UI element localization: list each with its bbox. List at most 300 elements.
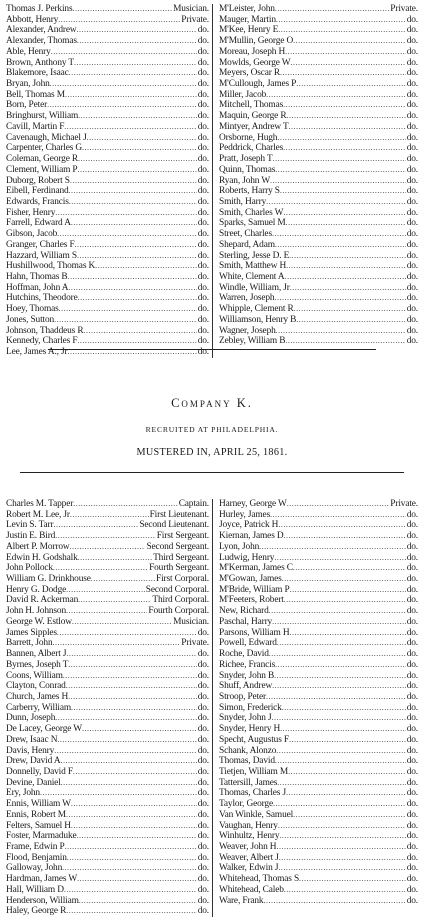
soldier-name: Whitehead, Thomas S [219,874,300,885]
soldier-rank: do. [197,649,209,660]
roster-entry [219,595,418,606]
dot-leader [53,563,148,574]
roster-entry [6,831,209,842]
roster-entry [219,767,418,778]
soldier-rank: do. [406,681,418,692]
soldier-name: M'Mullin, George O [219,36,294,47]
soldier-name: Edwards, Francis [6,196,69,207]
roster-entry [219,585,418,596]
soldier-name: Mauger, Martin [219,14,276,25]
dot-leader [72,617,172,628]
dot-leader [40,788,197,799]
soldier-name: Roberts, Harry S [219,186,280,197]
dot-leader [280,724,406,735]
dot-leader [290,283,406,294]
soldier-rank: do. [406,649,418,660]
soldier-name: Paschal, Harry [219,616,273,627]
roster-entry [6,122,209,133]
soldier-name: Smith, Matthew H [219,261,287,272]
soldier-name: Drew, David A [6,756,61,767]
roster-entry [6,542,209,553]
roster-entry [6,186,209,197]
soldier-name: Weaver, Albert J [219,852,279,863]
roster-entry [219,90,418,101]
dot-leader [47,100,197,111]
dot-leader [289,628,405,639]
dot-leader [91,574,155,585]
dot-leader [278,863,405,874]
soldier-rank: do. [197,175,209,186]
roster-entry [219,746,418,757]
roster-entry [6,251,209,262]
soldier-rank: do. [406,282,418,293]
soldier-name: Winhultz, Henry [219,831,280,842]
roster-entry [219,810,418,821]
soldier-rank: do. [406,691,418,702]
soldier-rank: do. [197,68,209,79]
soldier-rank: do. [197,325,209,336]
soldier-name: Snyder, John J [219,713,272,724]
soldier-name: Ennis, Robert M [6,809,66,820]
soldier-rank: do. [406,574,418,585]
soldier-name: Edwin H. Godshalk [6,552,78,563]
roster-entry [6,510,209,521]
soldier-rank: do. [197,788,209,799]
roster-entry [219,853,418,864]
soldier-name: Levin S. Tarr [6,520,54,531]
soldier-rank: do. [406,638,418,649]
soldier-name: Brown, Anthony T [6,57,75,68]
soldier-rank: do. [406,261,418,272]
roster-entry [219,735,418,746]
soldier-name: Hoffman, John A [6,282,69,293]
soldier-name: Snyder, Henry H [219,724,281,735]
soldier-name: Harney, George W [219,499,287,509]
dot-leader [287,499,390,510]
soldier-name: Ennis, William W [6,799,71,810]
soldier-name: John Pollock [6,563,53,574]
dot-leader [73,499,178,510]
roster-entry [6,660,209,671]
soldier-rank: do. [406,842,418,852]
roster-entry [6,272,209,283]
dot-leader [275,165,406,176]
dot-leader [277,133,405,144]
soldier-name: Frame, Edwin P [6,842,65,852]
roster-entry [6,4,209,15]
soldier-rank: do. [197,691,209,702]
roster-entry [6,724,209,735]
recruited-line: RECRUITED AT PHILADELPHIA. [145,425,279,434]
roster-entry [219,553,418,564]
dot-leader [282,574,406,585]
soldier-name: Thomas J. Perkins [6,4,73,14]
roster-entry [219,58,418,69]
dot-leader [272,229,406,240]
soldier-rank: do. [406,154,418,165]
dot-leader [276,746,405,757]
soldier-name: Meyers, Oscar R [219,68,281,79]
roster-entry [219,251,418,262]
soldier-name: Carpenter, Charles G [6,143,83,154]
soldier-name: Henry G. Dodge [6,584,67,595]
dot-leader [275,756,406,767]
roster-entry [219,638,418,649]
roster-upper-left-column [6,4,212,358]
dot-leader [278,25,406,36]
roster-entry [6,315,209,326]
dot-leader [87,133,197,144]
soldier-name: De Lacey, George W [6,724,82,735]
roster-entry [6,79,209,90]
soldier-name: Mowlds, George W [219,57,291,68]
roster-entry [6,58,209,69]
dot-leader [78,165,197,176]
roster-entry [6,176,209,187]
soldier-rank: do. [197,756,209,767]
soldier-name: Lyon, John [219,541,260,552]
roster-company-k-right-column [212,499,418,917]
company-heading: Company K. [171,396,253,410]
soldier-rank: do. [197,46,209,57]
roster-entry [6,735,209,746]
soldier-name: Foster, Marmaduke [6,831,77,842]
soldier-name: Mintyer, Andrew T [219,121,289,132]
roster-entry [6,595,209,606]
soldier-rank: do. [406,68,418,79]
roster-entry [6,143,209,154]
soldier-rank: do. [406,777,418,788]
soldier-rank: do. [197,347,209,357]
soldier-name: Blakemore, Isaac [6,68,69,79]
roster-entry [219,315,418,326]
soldier-rank: Second Corporal. [145,584,209,595]
soldier-name: Taylor, George [219,799,273,810]
soldier-name: Barrett, John [6,638,53,649]
soldier-name: M'Kerman, James C [219,563,293,574]
soldier-name: Peddrick, Charles [219,143,284,154]
roster-entry [6,25,209,36]
roster-entry [219,304,418,315]
roster-entry [6,746,209,757]
dot-leader [78,154,197,165]
roster-entry [219,4,418,15]
soldier-name: Orsborne, Hugh [219,132,278,143]
soldier-name: Haley, George R [6,906,67,917]
soldier-name: Hazzard, William S [6,250,77,261]
roster-company-k [6,499,418,917]
dot-leader [69,197,197,208]
soldier-name: Shuff, Andrew [219,681,273,692]
dot-leader [78,111,197,122]
soldier-name: Able, Henry [6,46,51,57]
soldier-name: Smith, Harry [219,196,267,207]
soldier-name: Hahn, Thomas B [6,271,68,282]
soldier-name: Flood, Benjamin [6,852,67,863]
soldier-name: John H. Johnson [6,606,66,617]
soldier-name: Shepard, Adam [219,239,275,250]
soldier-rank: do. [197,293,209,304]
soldier-name: Bryan, John [6,79,50,90]
dot-leader [280,68,406,79]
dot-leader [294,304,406,315]
roster-entry [6,531,209,542]
soldier-rank: do. [406,509,418,520]
roster-entry [219,788,418,799]
soldier-rank: do. [406,563,418,574]
dot-leader [277,638,406,649]
dot-leader [50,79,197,90]
soldier-rank: do. [406,713,418,724]
heading-divider [20,472,404,473]
dot-leader [75,240,197,251]
soldier-rank: do. [197,842,209,852]
roster-entry [219,563,418,574]
dot-leader [293,810,406,821]
soldier-rank: do. [406,314,418,325]
soldier-name: Bringhurst, William [6,111,79,122]
soldier-name: Church, James H [6,691,69,702]
soldier-rank: do. [197,271,209,282]
soldier-rank: do. [197,196,209,207]
dot-leader [64,122,196,133]
soldier-name: Cavill, Martin F [6,121,65,132]
soldier-rank: do. [197,25,209,36]
dot-leader [70,510,149,521]
roster-entry [219,671,418,682]
dot-leader [296,315,405,326]
dot-leader [77,36,197,47]
soldier-name: Ware, Frank [219,895,264,906]
soldier-name: Schank, Alonzo [219,745,277,756]
roster-entry [219,885,418,896]
soldier-name: Justin E. Bird [6,531,56,542]
roster-entry [6,885,209,896]
soldier-rank: do. [406,745,418,756]
soldier-name: Coleman, George R [6,154,79,165]
soldier-rank: do. [406,304,418,315]
soldier-rank: do. [406,229,418,240]
section-divider [48,349,376,350]
soldier-rank: do. [406,734,418,745]
soldier-name: Henderson, William [6,895,79,906]
dot-leader [68,692,197,703]
dot-leader [69,186,197,197]
dot-leader [66,649,196,660]
dot-leader [68,660,196,671]
soldier-name: Thomas, Charles J [219,788,286,799]
dot-leader [276,15,406,26]
soldier-name: Donnelly, David F [6,766,73,777]
roster-entry [219,154,418,165]
roster-entry [6,100,209,111]
roster-entry [6,499,209,510]
soldier-name: Johnson, Thaddeus R [6,325,84,336]
soldier-name: Stroop, Peter [219,691,267,702]
soldier-rank: do. [197,250,209,261]
roster-entry [6,229,209,240]
soldier-name: Weaver, John H [219,842,277,852]
roster-entry [6,799,209,810]
soldier-rank: do. [197,670,209,681]
soldier-rank: do. [197,831,209,842]
roster-entry [6,133,209,144]
dot-leader [263,896,405,907]
soldier-rank: Fourth Corporal. [148,606,209,617]
dot-leader [275,4,389,15]
soldier-rank: do. [406,595,418,606]
soldier-rank: Private. [390,4,418,14]
soldier-name: James Sipples [6,627,57,638]
dot-leader [68,272,197,283]
dot-leader [270,510,406,521]
soldier-rank: Musician. [173,616,209,627]
soldier-name: Van Winkle, Samuel [219,809,294,820]
dot-leader [52,638,180,649]
roster-entry [219,208,418,219]
dot-leader [51,47,197,58]
dot-leader [57,628,197,639]
soldier-name: Hoey, Thomas [6,304,59,315]
soldier-name: George W. Estlow [6,616,72,627]
soldier-name: Parsons, William H [219,627,290,638]
roster-entry [6,218,209,229]
dot-leader [289,735,406,746]
soldier-rank: do. [406,57,418,68]
roster-entry [6,90,209,101]
soldier-name: Hurley, James [219,509,271,520]
soldier-rank: do. [197,282,209,293]
dot-leader [283,143,406,154]
soldier-rank: do. [197,809,209,820]
dot-leader [55,713,196,724]
dot-leader [57,229,197,240]
roster-entry [6,713,209,724]
soldier-rank: do. [406,325,418,336]
soldier-name: M'Feeters, Robert [219,595,284,606]
soldier-rank: do. [406,552,418,563]
dot-leader [289,122,406,133]
roster-entry [6,585,209,596]
roster-entry [219,176,418,187]
soldier-rank: do. [197,336,209,347]
soldier-rank: do. [406,218,418,229]
soldier-name: Carberry, William [6,702,72,713]
dot-leader [66,585,145,596]
soldier-name: Devine, Daniel [6,777,61,788]
soldier-rank: do. [197,702,209,713]
soldier-rank: do. [197,57,209,68]
roster-entry [6,853,209,864]
roster-entry [219,15,418,26]
roster-entry [219,821,418,832]
roster-entry [6,874,209,885]
roster-entry [6,810,209,821]
soldier-name: Warren, Joseph [219,293,275,304]
roster-entry [219,660,418,671]
dot-leader [275,240,406,251]
dot-leader [266,197,406,208]
dot-leader [278,520,405,531]
dot-leader [284,531,406,542]
soldier-rank: do. [406,724,418,735]
soldier-name: David R. Ackerman [6,595,79,606]
dot-leader [266,692,406,703]
dot-leader [274,671,406,682]
dot-leader [283,208,405,219]
roster-entry [219,510,418,521]
dot-leader [274,553,405,564]
soldier-rank: do. [406,293,418,304]
soldier-name: Williamson, Henry B [219,314,297,325]
roster-entry [219,606,418,617]
roster-entry [219,617,418,628]
soldier-rank: do. [197,766,209,777]
roster-company-k-left-column [6,499,212,917]
soldier-rank: do. [197,164,209,175]
soldier-rank: do. [406,207,418,218]
soldier-name: Simon, Frederick [219,702,282,713]
soldier-rank: do. [197,154,209,165]
soldier-rank: do. [197,724,209,735]
soldier-rank: do. [406,164,418,175]
soldier-rank: do. [406,271,418,282]
roster-entry [219,724,418,735]
roster-entry [219,79,418,90]
soldier-rank: do. [406,884,418,895]
soldier-rank: do. [406,531,418,542]
dot-leader [54,746,197,757]
roster-entry [6,767,209,778]
dot-leader [69,68,197,79]
roster-entry [6,778,209,789]
soldier-name: Ludwig, Henry [219,552,275,563]
soldier-name: Robert M. Lee, Jr [6,509,70,520]
dot-leader [278,821,406,832]
dot-leader [290,58,405,69]
soldier-rank: do. [406,659,418,670]
roster-entry [6,154,209,165]
dot-leader [70,176,197,187]
soldier-rank: do. [406,820,418,831]
roster-entry [6,261,209,272]
roster-entry [6,821,209,832]
soldier-rank: do. [406,336,418,347]
soldier-rank: do. [406,809,418,820]
roster-entry [6,336,209,347]
dot-leader [266,90,406,101]
dot-leader [277,778,405,789]
dot-leader [273,799,406,810]
dot-leader [62,863,197,874]
soldier-name: Born, Peter [6,100,48,111]
soldier-rank: do. [406,831,418,842]
soldier-rank: do. [406,616,418,627]
dot-leader [59,304,197,315]
roster-entry [219,542,418,553]
roster-entry [6,906,209,917]
roster-entry [6,293,209,304]
roster-entry [6,208,209,219]
soldier-name: Gibson, Jacob [6,229,58,240]
roster-entry [219,25,418,36]
soldier-rank: do. [406,584,418,595]
dot-leader [77,25,197,36]
soldier-rank: do. [406,25,418,36]
soldier-rank: do. [406,196,418,207]
roster-upper-right-column [212,4,418,358]
soldier-name: M'Kee, Henry E [219,25,279,36]
